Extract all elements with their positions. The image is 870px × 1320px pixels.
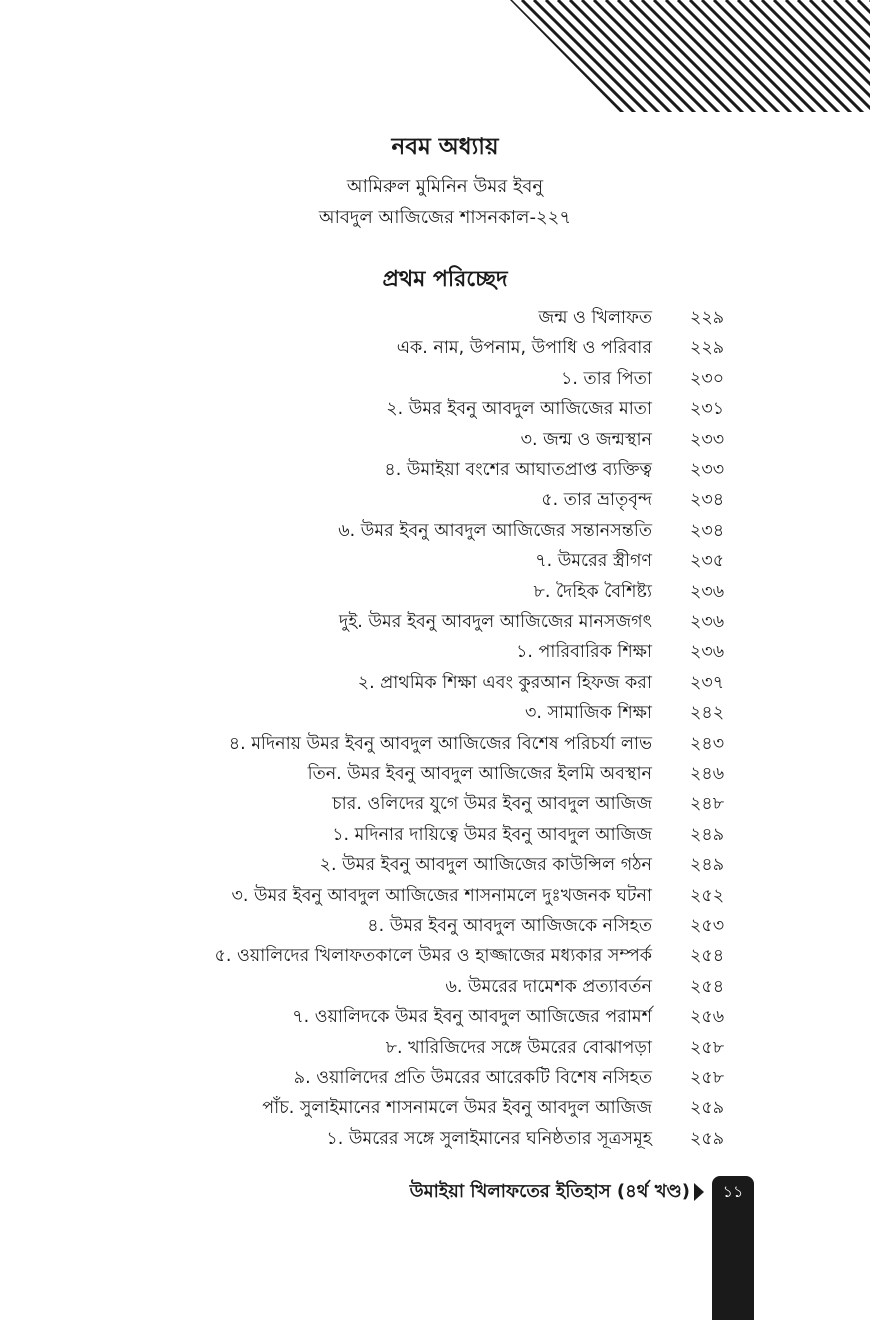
toc-entry (0, 485, 870, 515)
toc-entry-title: ১. তার পিতা (561, 368, 652, 389)
toc-entry-title: ১. উমরের সঙ্গে সুলাইমানের ঘনিষ্ঠতার সূত্রসমূহ (326, 1128, 652, 1149)
chapter-title: নবম অধ্যায় (391, 134, 499, 160)
toc-entry-title: দুই. উমর ইবনু আবদুল আজিজের মানসজগৎ (339, 612, 652, 632)
chapter-subtitle-line1: আমিরুল মুমিনিন উমর ইবনু (346, 176, 544, 197)
toc-entry-page: ২২৯ (690, 338, 725, 359)
toc-entry (0, 577, 870, 607)
chapter-subtitle-line2: আবদুল আজিজের শাসনকাল-২২৭ (318, 207, 572, 228)
footer-book-title: উমাইয়া খিলাফতের ইতিহাস (৪র্থ খণ্ড) (409, 1181, 690, 1202)
toc-entry-title: ৫. তার ভ্রাতৃবৃন্দ (541, 490, 652, 511)
toc-entry (0, 516, 870, 546)
toc-entry-page: ২৪৬ (690, 764, 725, 784)
toc-entry (0, 789, 870, 819)
toc-entry (0, 1124, 870, 1154)
toc-entry-page: ২৩৬ (690, 612, 725, 632)
toc-entry-title: ৩. জন্ম ও জন্মস্থান (520, 429, 652, 450)
toc-entry-page: ২৫৩ (690, 916, 725, 936)
toc-entry (0, 911, 870, 941)
toc-entry-title: ৫. ওয়ালিদের খিলাফতকালে উমর ও হাজ্জাজের মধ্যকার সম্পর্ক (214, 946, 652, 967)
section-title: প্রথম পরিচ্ছেদ (382, 267, 508, 292)
toc-entry-page: ২৫৯ (690, 1128, 725, 1149)
toc-entry-title: পাঁচ. সুলাইমানের শাসনামলে উমর ইবনু আবদুল আজিজ (262, 1098, 652, 1119)
toc-entry-page: ২৪৯ (690, 855, 725, 876)
toc-entry-title: চার. ওলিদের যুগে উমর ইবনু আবদুল আজিজ (332, 794, 652, 815)
toc-entry (0, 394, 870, 424)
toc-entry (0, 455, 870, 485)
toc-entry (0, 303, 870, 333)
toc-entry-page: ২৩৪ (690, 520, 725, 541)
toc-entry-title: ৮. দৈহিক বৈশিষ্ট্য (533, 581, 652, 602)
toc-entry-title: ৬. উমর ইবনু আবদুল আজিজের সন্তানসন্ততি (338, 520, 652, 541)
toc-entry-page: ২৩৭ (690, 672, 725, 693)
toc-entry-page: ২৪২ (690, 703, 725, 724)
toc-entry-title: ৭. উমরের স্ত্রীগণ (535, 551, 652, 572)
toc-entry-page: ২৩৬ (690, 581, 725, 602)
toc-entry-title: ৩. উমর ইবনু আবদুল আজিজের শাসনামলে দুঃখজনক ঘটনা (231, 885, 652, 906)
toc-entry-page: ২৫৮ (690, 1037, 725, 1058)
toc-entry-page: ২৫৪ (690, 946, 725, 967)
toc-entry (0, 1093, 870, 1123)
toc-entry-page: ২৫২ (690, 885, 725, 906)
toc-entry-page: ২৩৪ (690, 490, 725, 511)
toc-entry (0, 364, 870, 394)
toc-entry-title: এক. নাম, উপনাম, উপাধি ও পরিবার (396, 338, 652, 359)
toc-entry-page: ২৩১ (690, 399, 725, 420)
toc-entry (0, 881, 870, 911)
toc-entry-title: তিন. উমর ইবনু আবদুল আজিজের ইলমি অবস্থান (307, 764, 652, 784)
toc-entry-title: ৪. উমর ইবনু আবদুল আজিজকে নসিহত (367, 916, 652, 936)
toc-entry-page: ২৪৯ (690, 824, 725, 845)
toc-entry-page: ২৫৬ (690, 1007, 725, 1028)
toc-entry-page: ২৪৩ (690, 733, 725, 754)
toc-entry-title: ৪. উমাইয়া বংশের আঘাতপ্রাপ্ত ব্যক্তিত্ব (384, 460, 652, 480)
toc-entry (0, 1033, 870, 1063)
toc-entry-title: ৭. ওয়ালিদকে উমর ইবনু আবদুল আজিজের পরামর্শ (292, 1007, 652, 1028)
diagonal-stripes-decoration (510, 0, 870, 112)
toc-entry-page: ২৩৬ (690, 642, 725, 663)
toc-entry-title: ৬. উমরের দামেশক প্রত্যাবর্তন (445, 976, 652, 997)
toc-entry (0, 941, 870, 971)
toc-entry (0, 820, 870, 850)
toc-entry (0, 729, 870, 759)
toc-entry-page: ২২৯ (690, 308, 725, 328)
toc-entry (0, 546, 870, 576)
toc-entry-title: ২. প্রাথমিক শিক্ষা এবং কুরআন হিফজ করা (357, 672, 652, 693)
toc-entry-title: ৮. খারিজিদের সঙ্গে উমরের বোঝাপড়া (385, 1037, 652, 1058)
toc-entry (0, 850, 870, 880)
triangle-right-icon (694, 1183, 704, 1201)
toc-entry-page: ২৩৫ (690, 551, 725, 572)
page-number-tab (712, 1176, 754, 1320)
toc-entry-title: ৯. ওয়ালিদের প্রতি উমরের আরেকটি বিশেষ নসিহত (293, 1068, 652, 1088)
toc-entry-title: ২. উমর ইবনু আবদুল আজিজের মাতা (386, 399, 652, 420)
toc-entry (0, 759, 870, 789)
toc-entry (0, 333, 870, 363)
toc-entry-page: ২৫৪ (690, 976, 725, 997)
toc-entry-page: ২৫৯ (690, 1098, 725, 1119)
toc-entry-page: ২৪৮ (690, 794, 725, 815)
toc-entry (0, 1002, 870, 1032)
toc-entry (0, 972, 870, 1002)
toc-entry-page: ২৩৩ (690, 429, 725, 450)
toc-entry-title: ২. উমর ইবনু আবদুল আজিজের কাউন্সিল গঠন (319, 855, 652, 876)
toc-entry (0, 637, 870, 667)
toc-entry-page: ২৩৩ (690, 460, 725, 480)
toc-entry (0, 1063, 870, 1093)
toc-entry-page: ২৫৮ (690, 1068, 725, 1088)
toc-entry-page: ২৩০ (690, 368, 725, 389)
toc-entry-title: ১. পারিবারিক শিক্ষা (516, 642, 652, 663)
toc-entry-title: ৪. মদিনায় উমর ইবনু আবদুল আজিজের বিশেষ পরিচর্যা লাভ (228, 733, 652, 754)
toc-entry-title: জন্ম ও খিলাফত (538, 308, 652, 328)
toc-entry (0, 698, 870, 728)
page-number: ১১ (722, 1182, 744, 1201)
toc-entry (0, 668, 870, 698)
toc-entry (0, 425, 870, 455)
toc-entry (0, 607, 870, 637)
toc-entry-title: ১. মদিনার দায়িত্বে উমর ইবনু আবদুল আজিজ (332, 824, 652, 845)
toc-entry-title: ৩. সামাজিক শিক্ষা (524, 703, 652, 724)
